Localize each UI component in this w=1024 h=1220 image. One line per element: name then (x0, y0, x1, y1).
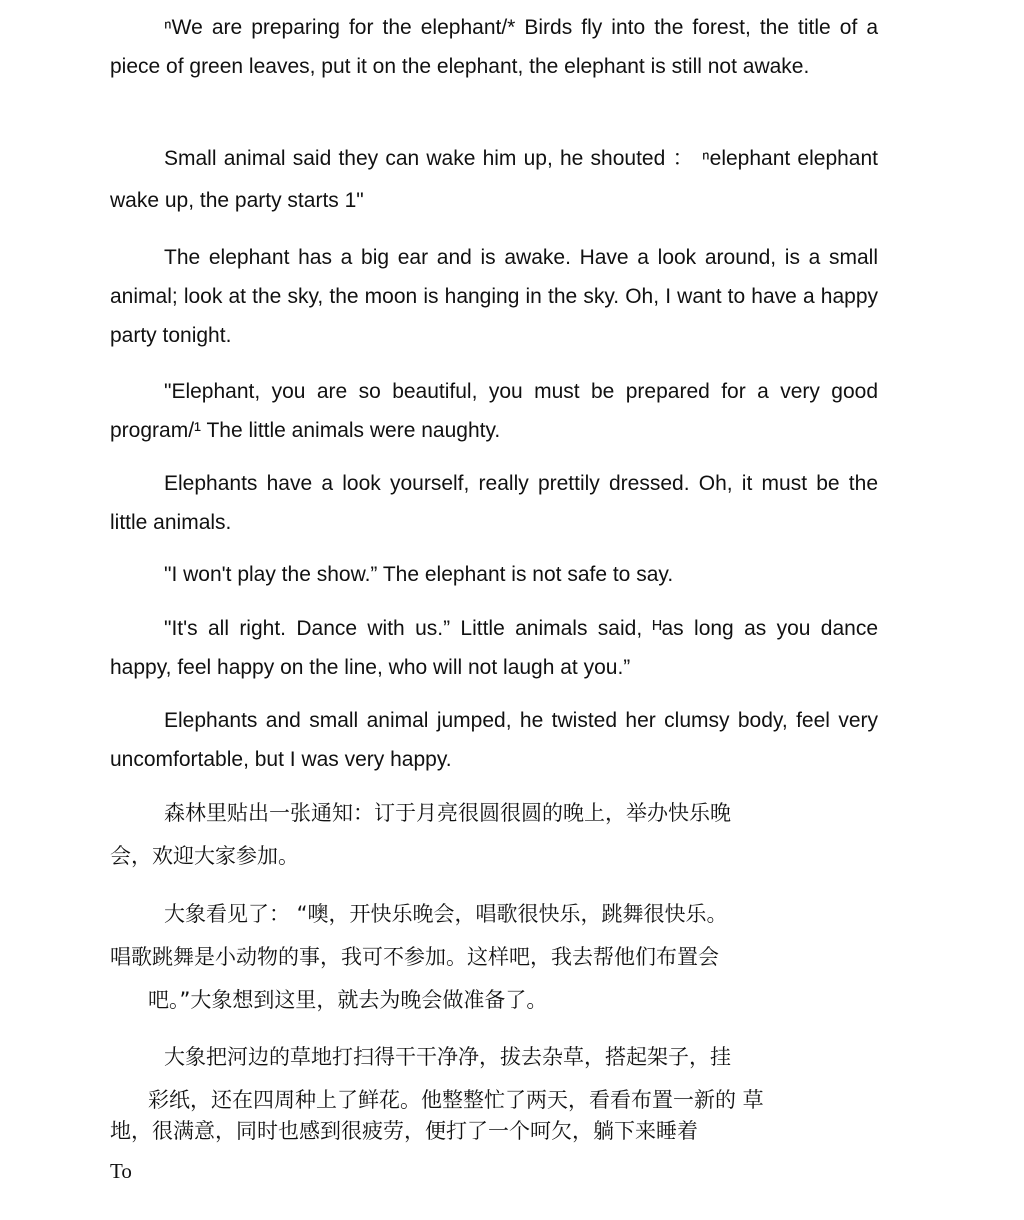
chinese-line-1: 森林里贴出一张通知：订于月亮很圆很圆的晚上，举办快乐晚 (164, 801, 731, 825)
chinese-line-7: 彩纸，还在四周种上了鲜花。他整整忙了两天，看看布置一新的 草 (148, 1088, 764, 1112)
chinese-line-3: 大象看见了： “噢，开快乐晚会，唱歌很快乐，跳舞很快乐。 (164, 902, 728, 926)
chinese-line-2: 会，欢迎大家参加。 (110, 844, 299, 868)
chinese-line-4: 唱歌跳舞是小动物的事，我可不参加。这样吧，我去帮他们布置会 (110, 945, 719, 969)
chinese-line-5: 吧。”大象想到这里，就去为晚会做准备了。 (148, 988, 548, 1012)
paragraph-5: Elephants have a look yourself, really prettily dressed. Oh, it must be the little animals. (110, 472, 878, 534)
chinese-line-8: 地，很满意，同时也感到很疲劳，便打了一个呵欠，躺下来睡着 (110, 1119, 698, 1143)
paragraph-8: Elephants and small animal jumped, he twisted her clumsy body, feel very uncomfortable, but I was very happy. (110, 709, 878, 771)
paragraph-1: ⁿWe are preparing for the elephant/* Birds fly into the forest, the title of a piece of green leaves, put it on the elephant, the elephant is still not awake. (110, 16, 878, 78)
paragraph-4: "Elephant, you are so beautiful, you must be prepared for a very good program/¹ The little animals were naughty. (110, 380, 878, 442)
footer-text: To (110, 1159, 132, 1183)
paragraph-3: The elephant has a big ear and is awake. Have a look around, is a small animal; look at the sky, the moon is hanging in the sky. Oh, I want to have a happy party tonight. (110, 246, 878, 347)
paragraph-2: Small animal said they can wake him up, he shouted ： ⁿelephant elephant wake up, the party starts 1" (110, 147, 878, 212)
paragraph-6: "I won't play the show.” The elephant is not safe to say. (164, 563, 674, 586)
chinese-line-6: 大象把河边的草地打扫得干干净净，拔去杂草，搭起架子，挂 (164, 1045, 731, 1069)
paragraph-7: "It's all right. Dance with us.” Little animals said, ᴴas long as you dance happy, feel happy on the line, who will not laugh at you.” (110, 617, 878, 679)
